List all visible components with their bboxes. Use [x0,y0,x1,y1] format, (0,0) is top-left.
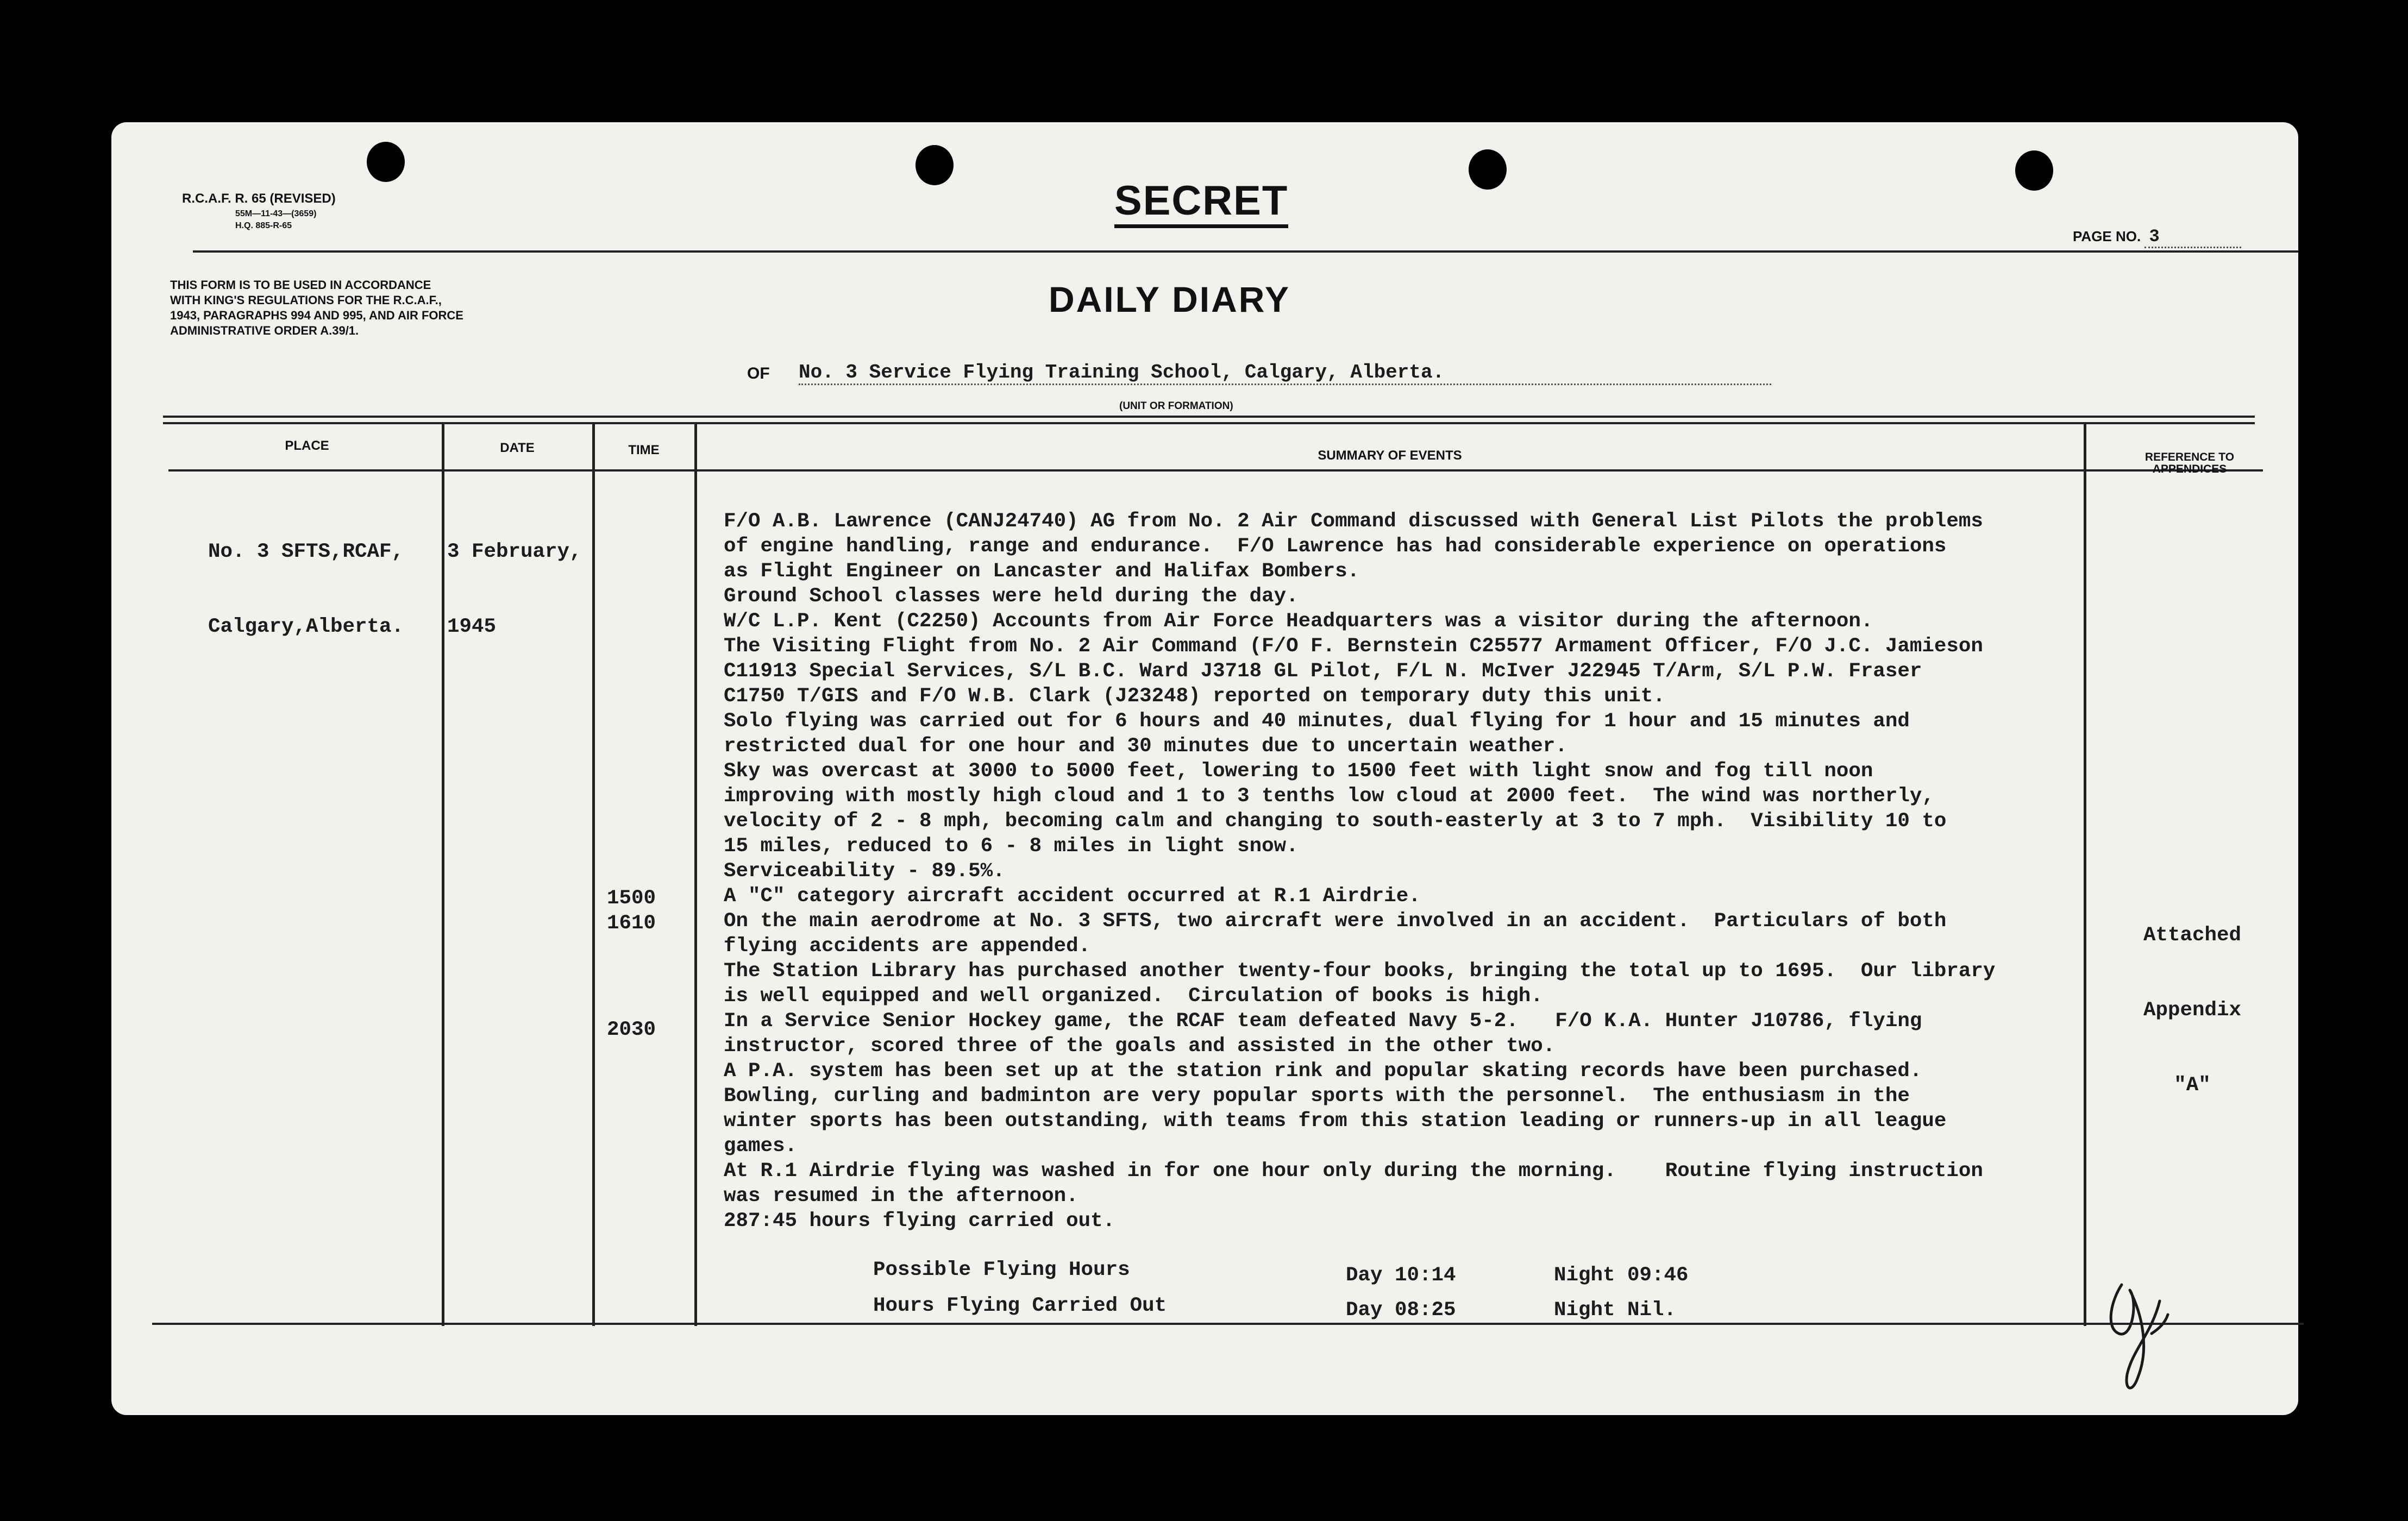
carried-hours-night: Night Nil. [1554,1299,1677,1322]
instruction-line: ADMINISTRATIVE ORDER A.39/1. [170,324,359,337]
column-header-reference [2086,451,2293,475]
summary-line: Sky was overcast at 3000 to 5000 feet, lowering to 1500 feet with light snow and fog till noon [724,760,1873,783]
summary-line: is well equipped and well organized. Circulation of books is high. [724,985,1543,1008]
table-bottom-rule [152,1323,2304,1325]
summary-line: The Visiting Flight from No. 2 Air Command (F/O F. Bernstein C25577 Armament Officer, F/O J.C. Jamieson [724,635,1983,658]
column-header-place: PLACE [285,438,329,453]
header-rule [193,250,2298,253]
summary-line: Ground School classes were held during the day. [724,585,1299,608]
summary-line: of engine handling, range and endurance. F/O Lawrence has had considerable experience on operations [724,535,1947,558]
summary-line: In a Service Senior Hockey game, the RCAF team defeated Navy 5-2. F/O K.A. Hunter J10786, flying [724,1010,1922,1033]
page-label: PAGE NO. [2073,228,2141,244]
form-instructions [170,278,463,338]
column-header-date: DATE [500,441,535,455]
carried-hours-label: Hours Flying Carried Out [873,1294,1167,1317]
appendix-line: "A" [2174,1074,2211,1097]
summary-line: C1750 T/GIS and F/O W.B. Clark (J23248) reported on temporary duty this unit. [724,685,1665,708]
unit-name: No. 3 Service Flying Training School, Calgary, Alberta. [799,361,1771,385]
handwritten-initials [2100,1268,2176,1404]
entry-time: 1610 [607,912,656,935]
date-line: 3 February, [447,540,582,563]
column-divider [592,424,595,1326]
place-line: Calgary,Alberta. [208,615,404,638]
form-id: R.C.A.F. R. 65 (REVISED) [182,191,336,206]
column-header-summary: SUMMARY OF EVENTS [1318,448,1462,463]
instruction-line: WITH KING'S REGULATIONS FOR THE R.C.A.F., [170,293,442,307]
entry-date [447,489,582,689]
summary-line: The Station Library has purchased another twenty-four books, bringing the total up to 1695. Our library [724,960,1996,983]
appendix-line: Appendix [2143,999,2242,1022]
binder-hole [2015,150,2053,191]
table-top-rule [163,416,2255,418]
summary-line: F/O A.B. Lawrence (CANJ24740) AG from No. 2 Air Command discussed with General List Pilots the problems [724,510,1983,533]
binder-hole [367,142,405,182]
form-print-code: H.Q. 885-R-65 [235,221,292,230]
summary-line: A P.A. system has been set up at the station rink and popular skating records have been purchased. [724,1060,1922,1083]
date-line: 1945 [447,615,497,638]
summary-line: instructor, scored three of the goals and assisted in the other two. [724,1035,1556,1058]
possible-hours-day: Day 10:14 [1346,1264,1456,1287]
column-header-time: TIME [628,443,660,457]
diary-form-sheet [111,122,2298,1415]
summary-line: C11913 Special Services, S/L B.C. Ward J3718 GL Pilot, F/L N. McIver J22945 T/Arm, S/L P.W. Fraser [724,660,1922,683]
page-title: DAILY DIARY [1049,279,1290,319]
form-print-code: 55M—11-43—(3659) [235,209,317,218]
unit-caption: (UNIT OR FORMATION) [1119,400,1233,412]
summary-line: as Flight Engineer on Lancaster and Halifax Bombers. [724,560,1360,583]
unit-label: OF [747,364,770,382]
possible-hours-night: Night 09:46 [1554,1264,1689,1287]
summary-line: Bowling, curling and badminton are very popular sports with the personnel. The enthusiasm in the [724,1085,1910,1108]
appendix-line: Attached [2143,924,2242,947]
summary-line: On the main aerodrome at No. 3 SFTS, two aircraft were involved in an accident. Particulars of both [724,910,1947,933]
page-number: 3 [2144,227,2241,248]
page-number-field [2073,227,2241,248]
carried-hours-day: Day 08:25 [1346,1299,1456,1322]
instruction-line: 1943, PARAGRAPHS 994 AND 995, AND AIR FORCE [170,309,463,322]
summary-line: was resumed in the afternoon. [724,1185,1078,1208]
summary-line: improving with mostly high cloud and 1 to 3 tenths low cloud at 2000 feet. The wind was northerly, [724,785,1934,808]
summary-line: Solo flying was carried out for 6 hours and 40 minutes, dual flying for 1 hour and 15 minutes and [724,710,1910,733]
reference-header-line: APPENDICES [2152,463,2227,475]
binder-hole [915,145,954,185]
binder-hole [1469,149,1507,190]
column-divider [694,424,697,1326]
column-divider [2084,424,2086,1326]
table-header-rule [168,469,2263,472]
summary-line: games. [724,1135,798,1158]
place-line: No. 3 SFTS,RCAF, [208,540,404,563]
entry-place [208,489,404,689]
summary-line: flying accidents are appended. [724,935,1091,958]
summary-line: W/C L.P. Kent (C2250) Accounts from Air Force Headquarters was a visitor during the afternoon. [724,610,1873,633]
summary-line: velocity of 2 - 8 mph, becoming calm and changing to south-easterly at 3 to 7 mph. Visibility 10 to [724,810,1947,833]
classification-heading: SECRET [1114,178,1288,228]
entry-time: 2030 [607,1019,656,1041]
possible-hours-label: Possible Flying Hours [873,1259,1130,1281]
summary-line: 15 miles, reduced to 6 - 8 miles in light snow. [724,835,1299,858]
entry-time: 1500 [607,887,656,910]
reference-header-line: REFERENCE TO [2144,451,2235,463]
instruction-line: THIS FORM IS TO BE USED IN ACCORDANCE [170,278,431,292]
summary-of-events [724,509,1995,1234]
summary-line: At R.1 Airdrie flying was washed in for one hour only during the morning. Routine flying instruction [724,1160,1983,1183]
table-top-rule [163,422,2255,424]
summary-line: restricted dual for one hour and 30 minutes due to uncertain weather. [724,735,1567,758]
summary-line: A "C" category aircraft accident occurred at R.1 Airdrie. [724,885,1421,908]
summary-line: Serviceability - 89.5%. [724,860,1005,883]
appendix-reference [2089,873,2296,1148]
summary-line: 287:45 hours flying carried out. [724,1210,1115,1233]
column-divider [442,424,444,1326]
summary-line: winter sports has been outstanding, with teams from this station leading or runners-up in all league [724,1110,1947,1133]
